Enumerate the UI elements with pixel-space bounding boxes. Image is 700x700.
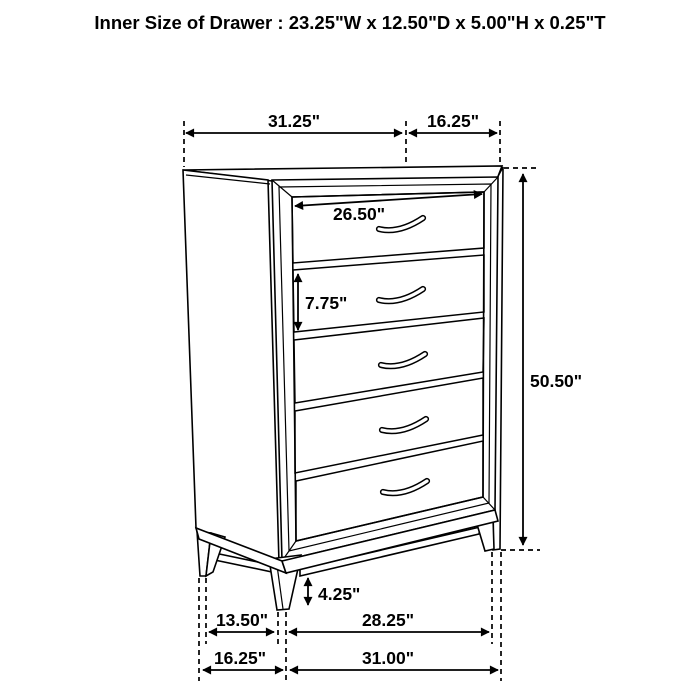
drawer-inner-width-label: 26.50" xyxy=(332,204,386,224)
diagram-title: Inner Size of Drawer : 23.25"W x 12.50"D x 5.00"H x 0.25"T xyxy=(94,12,606,33)
top-width-label: 31.25" xyxy=(267,111,321,131)
leg-gap-depth-label: 13.50" xyxy=(215,610,269,630)
dimension-leg-gap-depth xyxy=(209,610,274,632)
leg-height-label: 4.25" xyxy=(318,584,361,604)
leg-gap-width-label: 28.25" xyxy=(361,610,415,630)
base-width-label: 31.00" xyxy=(361,648,415,668)
overall-height-label: 50.50" xyxy=(530,371,583,391)
drawer-face-height-label: 7.75" xyxy=(305,293,348,313)
dresser-side-panel xyxy=(183,170,279,563)
top-depth-label: 16.25" xyxy=(426,111,480,131)
base-depth-label: 16.25" xyxy=(213,648,267,668)
